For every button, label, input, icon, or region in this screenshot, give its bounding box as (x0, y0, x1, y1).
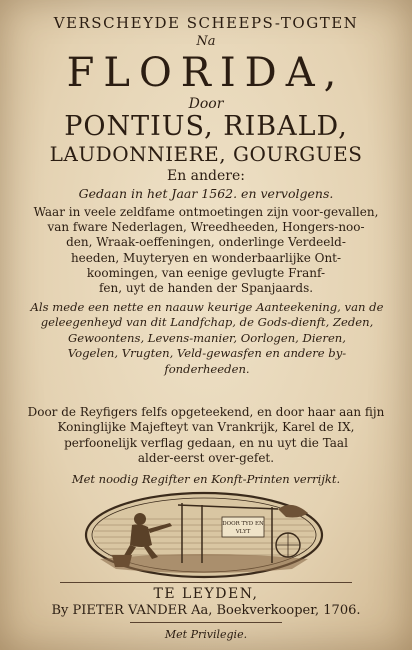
tub (112, 555, 132, 567)
title-line-andere: En andere: (167, 168, 245, 184)
title-date-line: Gedaan in het Jaar 1562. en vervolgens. (78, 186, 334, 201)
annotation-line: fonderheeden. (164, 361, 250, 376)
motto-line-2: VLYT (235, 529, 251, 535)
register-line: Met noodig Regifter en Konft-Printen verrijkt. (71, 472, 341, 486)
annotation-line: Vogelen, Vrugten, Veld-gewasfen en andere by- (67, 346, 347, 361)
travellers-block (24, 405, 388, 466)
imprint-place: TE LEYDEN, (153, 586, 259, 602)
description-line: den, Wraak-oeffeningen, onderlinge Verdeeld- (66, 235, 346, 250)
divider-rule-short (130, 622, 282, 623)
imprint-publisher: By PIETER VANDER Aa, Boekverkooper, 1706. (51, 603, 361, 618)
title-line-2: Na (196, 34, 216, 49)
description-line: heeden, Muyteryen en wonderbaarlijke Ont- (70, 250, 342, 265)
travellers-line: Koninglijke Majefteyt van Vrankrijk, Karel de IX, (57, 420, 355, 435)
description-line: koomingen, van eenige gevlugte Franf- (86, 265, 326, 280)
annotation-line: Gewoontens, Levens-manier, Oorlogen, Dieren, (68, 330, 346, 345)
travellers-line: alder-eerst over-gefet. (137, 450, 275, 465)
printers-device-engraving (82, 489, 326, 579)
description-line: van fware Nederlagen, Wreedheeden, Hongers-noo- (47, 220, 365, 235)
title-line-1: VERSCHEYDE SCHEEPS-TOGTEN (53, 14, 359, 32)
divider-rule (60, 582, 352, 583)
annotation-line: geleegenheyd van dit Landfchap, de Gods-dienft, Zeden, (40, 315, 374, 330)
description-block (24, 205, 388, 296)
motto-line-1: DOOR TYD EN (222, 521, 264, 527)
privilege-line: Met Privilegie. (164, 628, 248, 641)
title-authors-2: LAUDONNIERE, GOURGUES (49, 142, 363, 166)
title-authors-1: PONTIUS, RIBALD, (64, 111, 348, 142)
annotation-block (22, 300, 392, 377)
travellers-line: Door de Reyfigers felfs opgeteekend, en door haar aan fijn (27, 405, 385, 419)
travellers-line: perfoonelijk verflag gedaan, en nu uyt die Taal (64, 435, 348, 450)
description-line: Waar in veele zeldfame ontmoetingen zijn voor-gevallen, (33, 205, 379, 219)
annotation-line: Als mede een nette en naauw keurige Aanteekening, van de (30, 300, 384, 314)
description-line: fen, uyt de handen der Spanjaards. (98, 281, 314, 296)
title-florida: FLORIDA, (66, 50, 346, 96)
title-line-door: Door (188, 96, 224, 112)
